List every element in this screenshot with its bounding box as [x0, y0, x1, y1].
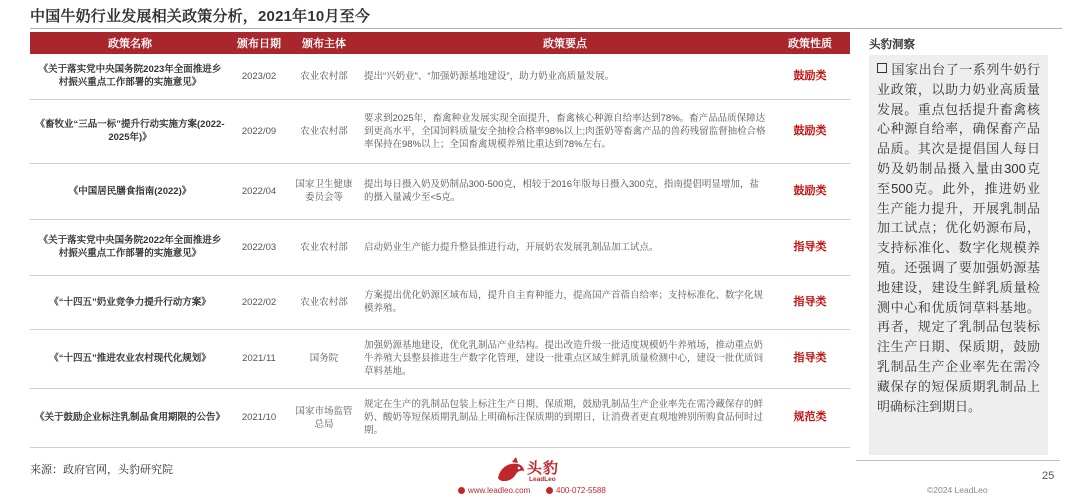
- policy-date: 2022/09: [230, 99, 288, 163]
- copyright-text: ©2024 LeadLeo: [927, 485, 988, 495]
- policy-date: 2023/02: [230, 54, 288, 99]
- policy-date: 2022/04: [230, 163, 288, 219]
- checkbox-square-icon: [877, 63, 887, 73]
- policy-nature: 指导类: [770, 219, 850, 275]
- policy-date: 2021/11: [230, 329, 288, 388]
- header-nature: 政策性质: [770, 32, 850, 54]
- insight-panel: [869, 55, 1048, 455]
- policy-name: 《“十四五”推进农业农村现代化规划》: [30, 329, 230, 388]
- logo-text-cn: 头豹: [527, 460, 560, 477]
- policy-name: 《畜牧业“三品一标”提升行动实施方案(2022-2025年)》: [30, 99, 230, 163]
- globe-icon: [458, 487, 465, 494]
- table-row: [30, 388, 850, 447]
- insight-title: 头豹洞察: [869, 39, 915, 51]
- policy-date: 2022/03: [230, 219, 288, 275]
- policy-issuer: 国家卫生健康委员会等: [288, 163, 360, 219]
- table-row: [30, 329, 850, 388]
- policy-name: 《关于鼓励企业标注乳制品食用期限的公告》: [30, 388, 230, 447]
- header-issue-date: 颁布日期: [230, 32, 288, 54]
- policy-date: 2021/10: [230, 388, 288, 447]
- policy-nature: 指导类: [770, 275, 850, 329]
- policy-name: 《关于落实党中央国务院2022年全面推进乡村振兴重点工作部署的实施意见》: [30, 219, 230, 275]
- footer-divider: [856, 460, 1060, 461]
- policy-points: 规定在生产的乳制品包装上标注生产日期、保质期，鼓励乳制品生产企业率先在需冷藏保存的鲜奶、酸奶等短保质期乳制品上明确标注保质期的到期日，让消费者更直观地辨别所购食品何时过期。: [360, 388, 770, 447]
- table-header-row: [30, 32, 850, 54]
- policy-date: 2022/02: [230, 275, 288, 329]
- footer-website[interactable]: [458, 486, 530, 495]
- policy-nature: 鼓励类: [770, 54, 850, 99]
- policy-points: 提出每日摄入奶及奶制品300-500克，相较于2016年版每日摄入300克，指南提倡明显增加，盐的摄入量减少至<5克。: [360, 163, 770, 219]
- phone-icon: [546, 487, 553, 494]
- policy-issuer: 农业农村部: [288, 54, 360, 99]
- policy-issuer: 农业农村部: [288, 219, 360, 275]
- header-issuer: 颁布主体: [288, 32, 360, 54]
- policy-name: 《关于落实党中央国务院2023年全面推进乡村振兴重点工作部署的实施意见》: [30, 54, 230, 99]
- policy-points: 方案提出优化奶源区域布局，提升自主育种能力，提高国产首蓿自给率；支持标准化、数字化规模养殖。: [360, 275, 770, 329]
- policy-points: 要求到2025年，畜禽种业发展实现全面提升，畜禽核心种源自给率达到78%。畜产品品质保障达到更高水平，全国饲料质量安全抽检合格率98%以上;肉蛋奶等畜禽产品的兽药残留监督抽检合格率保持在98%以上；全国畜禽规模养殖比重达到78%左右。: [360, 99, 770, 163]
- table-row: [30, 54, 850, 99]
- table-row: [30, 163, 850, 219]
- website-text: www.leadleo.com: [468, 486, 531, 495]
- policy-table: [30, 32, 850, 448]
- table-row: [30, 275, 850, 329]
- page-number: 25: [1042, 470, 1055, 482]
- table-row: [30, 219, 850, 275]
- policy-name: 《中国居民膳食指南(2022)》: [30, 163, 230, 219]
- phone-text: 400-072-5588: [556, 486, 606, 495]
- header-key-points: 政策要点: [360, 32, 770, 54]
- policy-nature: 鼓励类: [770, 163, 850, 219]
- policy-name: 《“十四五”奶业竞争力提升行动方案》: [30, 275, 230, 329]
- logo-text-en: LeadLeo: [529, 476, 556, 483]
- page-title: 中国牛奶行业发展相关政策分析，2021年10月至今: [30, 8, 371, 25]
- header-policy-name: 政策名称: [30, 32, 230, 54]
- policy-nature: 鼓励类: [770, 99, 850, 163]
- policy-nature: 规范类: [770, 388, 850, 447]
- policy-points: 提出“兴奶业”、“加强奶源基地建设”，助力奶业高质量发展。: [360, 54, 770, 99]
- policy-issuer: 农业农村部: [288, 99, 360, 163]
- table-row: [30, 99, 850, 163]
- policy-issuer: 国务院: [288, 329, 360, 388]
- source-note: 来源：政府官网，头豹研究院: [30, 464, 173, 476]
- footer-phone: [546, 486, 606, 495]
- policy-nature: 指导类: [770, 329, 850, 388]
- insight-body: [877, 60, 1040, 416]
- policy-issuer: 国家市场监管总局: [288, 388, 360, 447]
- policy-points: 启动奶业生产能力提升整县推进行动，开展奶农发展乳制品加工试点。: [360, 219, 770, 275]
- insight-text: 国家出台了一系列牛奶行业政策，以助力奶业高质量发展。重点包括提升畜禽核心种源自给率，确保畜产品品质。其次是提倡国人每日奶及奶制品摄入量由300克至500克。此外，推进奶业生产能力提升，开展乳制品加工试点；优化奶源布局，支持标准化、数字化规模养殖。还强调了要加强奶源基地建设，建设生鲜乳质量检测中心和优质饲草料基地。再者，规定了乳制品包装标注生产日期、保质期，鼓励乳制品生产企业率先在需冷藏保存的短保质期乳制品上明确标注到期日。: [877, 62, 1040, 414]
- policy-issuer: 农业农村部: [288, 275, 360, 329]
- policy-points: 加强奶源基地建设，优化乳制品产业结构。提出改造升级一批适度规模奶牛养殖场，推动重点奶牛养殖大县整县推进生产数字化管理，建设一批重点区域生鲜乳质量检测中心，建设一批优质饲草料基地。: [360, 329, 770, 388]
- title-divider: [30, 28, 1062, 29]
